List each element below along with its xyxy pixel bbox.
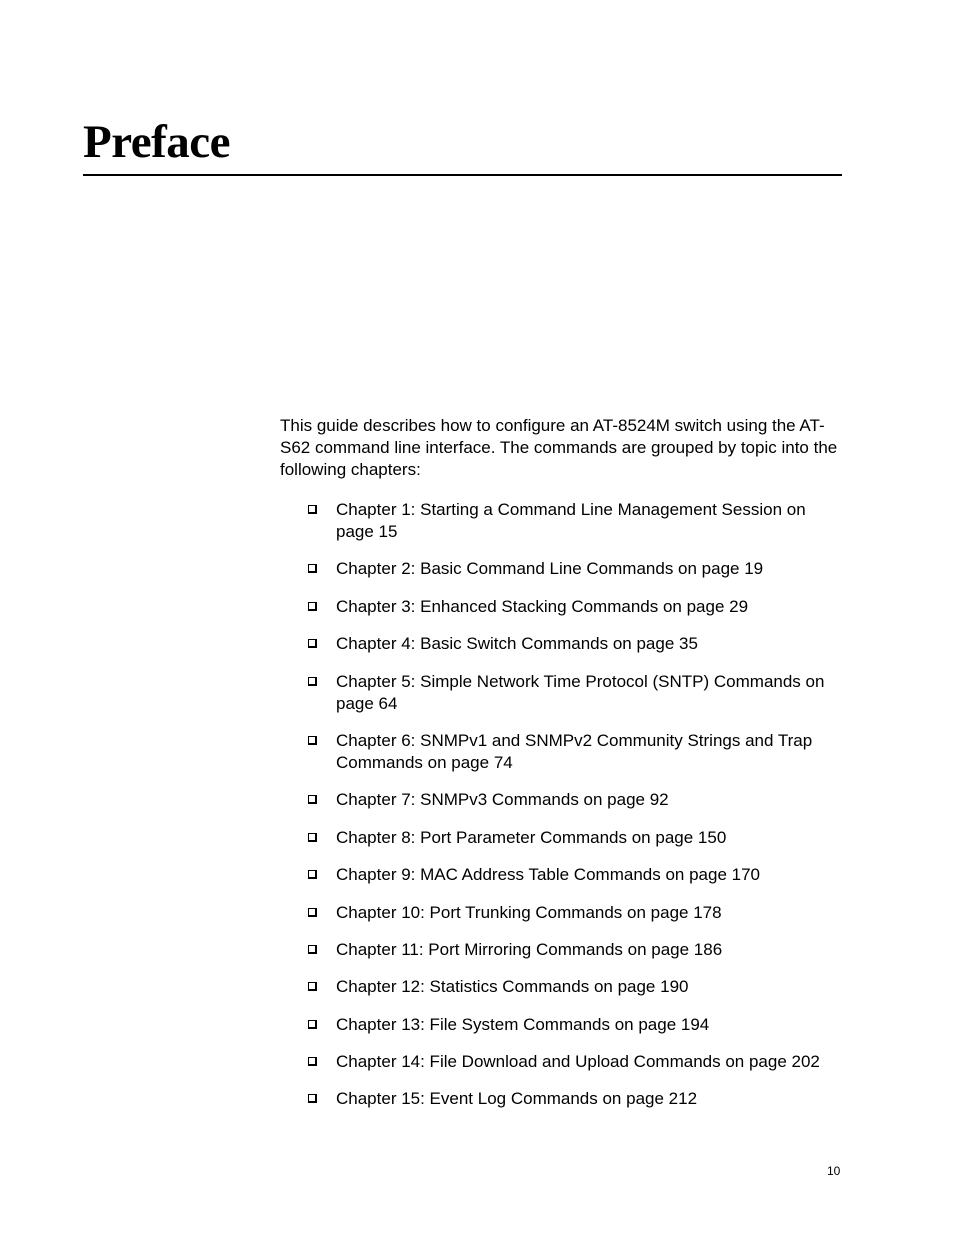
list-item [306,1051,836,1073]
chapter-list [306,499,836,1126]
checkbox-icon [308,564,317,573]
chapter-text: Chapter 13: File System Commands on page 194 [336,1014,710,1034]
checkbox-icon [308,945,317,954]
chapter-text: Chapter 11: Port Mirroring Commands on page 186 [336,939,723,959]
checkbox-icon [308,795,317,804]
title-rule [83,174,842,176]
list-item [306,633,836,655]
checkbox-icon [308,736,317,745]
chapter-text: Chapter 9: MAC Address Table Commands on page 170 [336,865,760,885]
chapter-text: Chapter 7: SNMPv3 Commands on page 92 [336,790,669,810]
chapter-text: Chapter 3: Enhanced Stacking Commands on page 29 [336,596,749,616]
chapter-text: Chapter 8: Port Parameter Commands on page 150 [336,827,727,847]
list-item [306,939,836,961]
list-item [306,864,836,886]
list-item [306,1014,836,1036]
list-item [306,671,836,715]
chapter-text: Chapter 2: Basic Command Line Commands on page 19 [336,559,764,579]
checkbox-icon [308,1057,317,1066]
chapter-text: Chapter 14: File Download and Upload Commands on page 202 [336,1052,820,1072]
chapter-text: Chapter 10: Port Trunking Commands on page 178 [336,902,722,922]
checkbox-icon [308,833,317,842]
intro-paragraph: This guide describes how to configure an AT-8524M switch using the AT-S62 command line interface. The commands are grouped by topic into the following chapters: [280,416,838,479]
checkbox-icon [308,505,317,514]
checkbox-icon [308,1094,317,1103]
chapter-text: Chapter 1: Starting a Command Line Management Session on page 15 [336,500,806,541]
checkbox-icon [308,677,317,686]
checkbox-icon [308,1020,317,1029]
chapter-text: Chapter 15: Event Log Commands on page 212 [336,1089,698,1109]
chapter-text: Chapter 12: Statistics Commands on page 190 [336,977,689,997]
checkbox-icon [308,870,317,879]
checkbox-icon [308,639,317,648]
checkbox-icon [308,908,317,917]
page-title: Preface [83,116,230,168]
chapter-text: Chapter 4: Basic Switch Commands on page 35 [336,634,698,654]
checkbox-icon [308,602,317,611]
list-item [306,730,836,774]
list-item [306,789,836,811]
chapter-text: Chapter 5: Simple Network Time Protocol (SNTP) Commands on page 64 [336,671,825,713]
list-item [306,1088,836,1110]
chapter-text: Chapter 6: SNMPv1 and SNMPv2 Community Strings and Trap Commands on page 74 [336,730,813,772]
list-item [306,558,836,580]
list-item [306,827,836,849]
checkbox-icon [308,982,317,991]
list-item [306,902,836,924]
list-item [306,976,836,998]
list-item [306,596,836,618]
page-number: 10 [827,1164,841,1178]
list-item [306,499,836,543]
